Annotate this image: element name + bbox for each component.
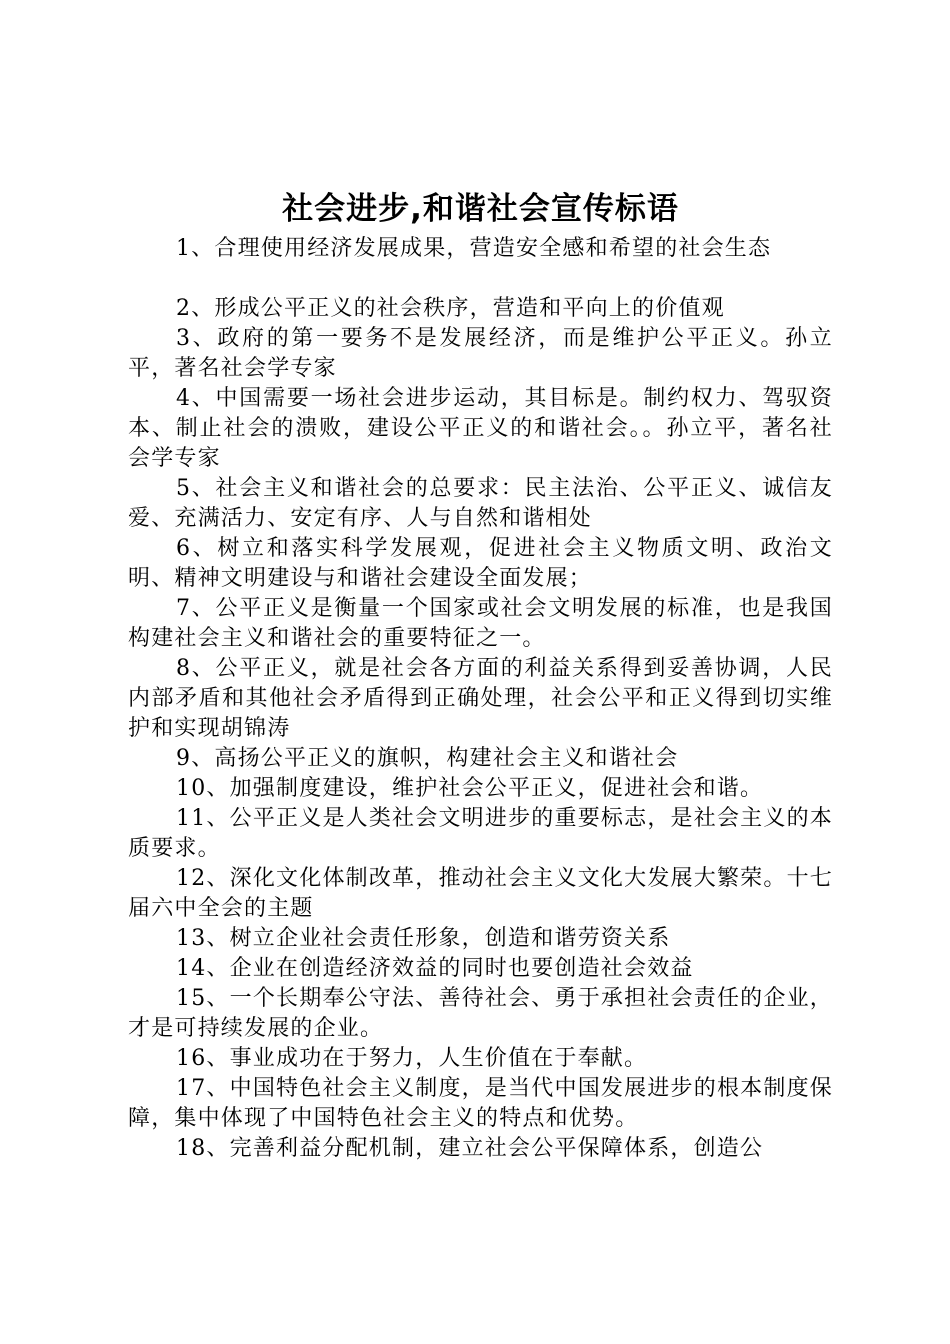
slogan-paragraph: 7、公平正义是衡量一个国家或社会文明发展的标准，也是我国构建社会主义和谐社会的重要特征之一。 xyxy=(128,596,833,651)
document-page xyxy=(128,188,833,1164)
slogan-paragraph: 10、加强制度建设，维护社会公平正义，促进社会和谐。 xyxy=(176,776,764,801)
slogan-paragraph: 16、事业成功在于努力，人生价值在于奉献。 xyxy=(176,1046,648,1071)
document-title: 社会进步,和谐社会宣传标语 xyxy=(282,191,679,227)
slogan-paragraph: 3、政府的第一要务不是发展经济，而是维护公平正义。孙立平，著名社会学专家 xyxy=(128,326,833,381)
slogan-paragraph: 1、合理使用经济发展成果，营造安全感和希望的社会生态 xyxy=(176,236,772,261)
slogan-paragraph: 14、企业在创造经济效益的同时也要创造社会效益 xyxy=(176,956,694,981)
slogan-paragraph: 12、深化文化体制改革，推动社会主义文化大发展大繁荣。十七届六中全会的主题 xyxy=(128,866,833,921)
slogan-paragraph: 13、树立企业社会责任形象，创造和谐劳资关系 xyxy=(176,926,671,951)
slogan-paragraph: 9、高扬公平正义的旗帜，构建社会主义和谐社会 xyxy=(176,746,679,771)
slogan-paragraph: 4、中国需要一场社会进步运动，其目标是。制约权力、驾驭资本、制止社会的溃败，建设公平正义的和谐社会。。孙立平，著名社会学专家 xyxy=(128,386,833,471)
slogan-paragraph: 15、一个长期奉公守法、善待社会、勇于承担社会责任的企业，才是可持续发展的企业。 xyxy=(128,986,833,1041)
slogan-paragraph: 5、社会主义和谐社会的总要求：民主法治、公平正义、诚信友爱、充满活力、安定有序、人与自然和谐相处 xyxy=(128,476,833,531)
slogan-paragraph: 11、公平正义是人类社会文明进步的重要标志，是社会主义的本质要求。 xyxy=(128,806,833,861)
slogan-paragraph: 2、形成公平正义的社会秩序，营造和平向上的价值观 xyxy=(176,296,725,321)
slogan-paragraph: 6、树立和落实科学发展观，促进社会主义物质文明、政治文明、精神文明建设与和谐社会建设全面发展； xyxy=(128,536,833,591)
slogan-paragraph: 8、公平正义，就是社会各方面的利益关系得到妥善协调，人民内部矛盾和其他社会矛盾得到正确处理，社会公平和正义得到切实维护和实现胡锦涛 xyxy=(128,656,833,741)
slogan-paragraph: 18、完善利益分配机制，建立社会公平保障体系，创造公 xyxy=(176,1136,764,1161)
slogan-paragraph: 17、中国特色社会主义制度，是当代中国发展进步的根本制度保障，集中体现了中国特色社会主义的特点和优势。 xyxy=(128,1076,833,1131)
